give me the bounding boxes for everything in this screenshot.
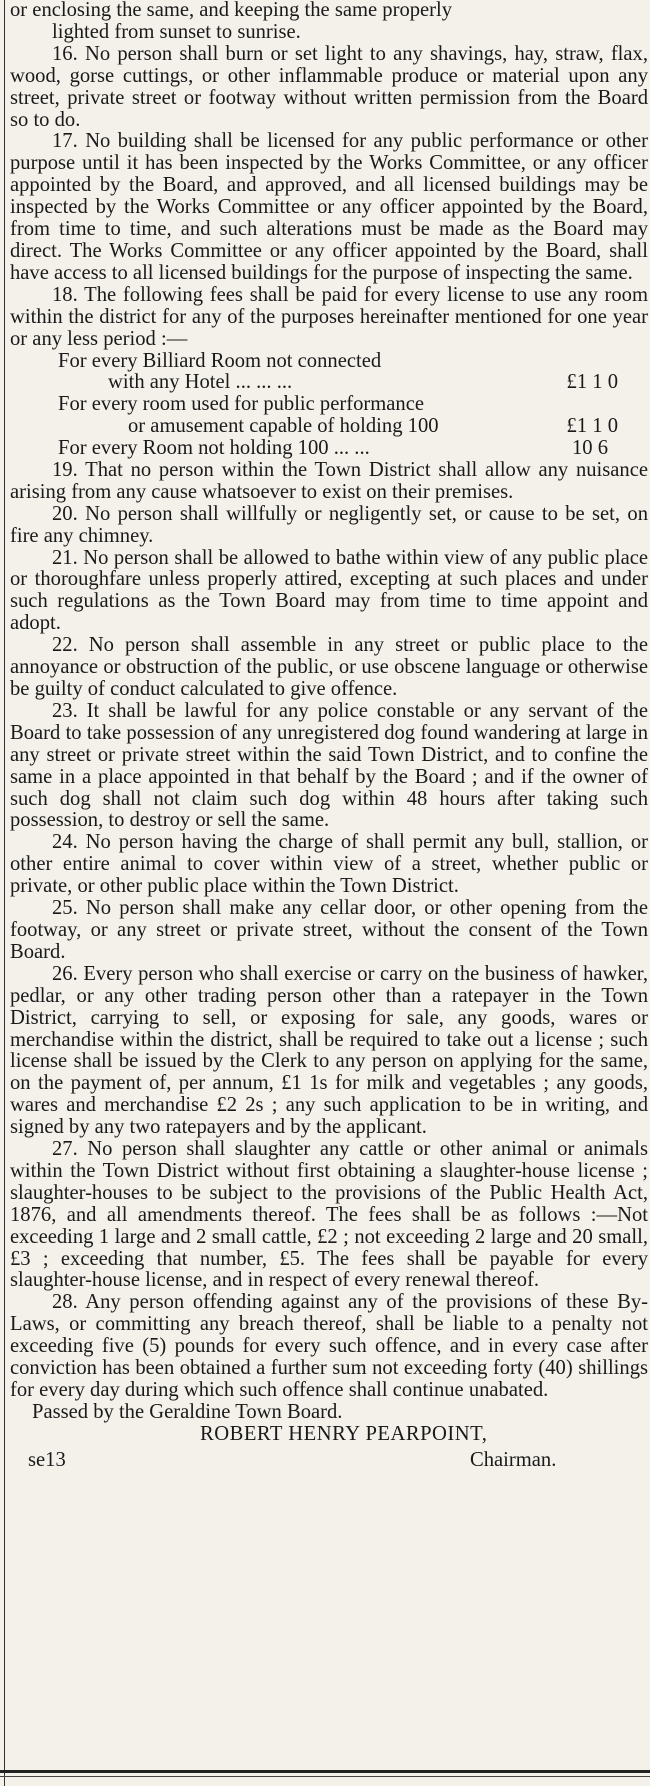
- passed-by-line: Passed by the Geraldine Town Board.: [32, 1400, 343, 1423]
- clause-22: 22. No person shall assemble in any street or public place to the annoyance or obstruction of the public, or use obscene language or otherwise be guilty of conduct calculated to give offence.: [10, 634, 648, 701]
- clause-28: 28. Any person offending against any of the provisions of these By-Laws, or committing any breach thereof, shall be liable to a penalty not exceeding five (5) pounds for every such offence, and in every case after conviction has been obtained a further sum not exceeding forty (40) shillings for every day during which such offence shall continue unabated.: [10, 1291, 648, 1402]
- clause-17: 17. No building shall be licensed for any public performance or other purpose until it has been inspected by the Works Committee, or any officer appointed by the Board, and approved, and all licensed buildings may be inspected by the Works Committee or any officer appointed by the Board, from time to time, and such alterations must be made as the Board may direct. The Works Committee or any officer appointed by the Board, shall have access to all licensed buildings for the purpose of inspecting the same.: [10, 130, 648, 284]
- fee-room-amount: 10 6: [571, 437, 608, 460]
- clause-23: 23. It shall be lawful for any police constable or any servant of the Board to take possession of any unregistered dog found wandering at large in any street or private street within the said Town District, and to confine the same in a place appointed in that behalf by the Board ; and if the owner of such dog shall not claim such dog within 48 hours after taking such possession, to destroy or sell the same.: [10, 699, 648, 832]
- clause-24: 24. No person having the charge of shall permit any bull, stallion, or other entire animal to cover within view of a street, whether public or private, or other public place within the Town District.: [10, 831, 648, 898]
- fee-performance-text-2: or amusement capable of holding 100: [128, 415, 439, 438]
- continued-line-1: or enclosing the same, and keeping the same properly: [10, 0, 453, 21]
- signature-row: [10, 1446, 648, 1472]
- clause-16: 16. No person shall burn or set light to any shavings, hay, straw, flax, wood, gorse cuttings, or other inflammable produce or material upon any street, private street or footway without written permission from the Board so to do.: [10, 42, 648, 131]
- fee-room-text: For every Room not holding 100 ... ...: [58, 437, 370, 460]
- issue-code: se13: [28, 1448, 66, 1471]
- fee-table: [10, 351, 648, 460]
- clause-27: 27. No person shall slaughter any cattle or other animal or animals within the Town District without first obtaining a slaughter-house license ; slaughter-houses to be subject to the provisions of the Public Health Act, 1876, and all amendments thereof. The fees shall be as follows :—Not exceeding 1 large and 2 small cattle, £2 ; not exceeding 2 large and 20 small, £3 ; exceeding that number, £5. The fees shall be payable for every slaughter-house license, and in respect of every renewal thereof.: [10, 1138, 648, 1292]
- fee-billiard-text-1: For every Billiard Room not connected: [58, 349, 382, 372]
- clause-21: 21. No person shall be allowed to bathe within view of any public place or thoroughfare unless properly attired, excepting at such places and under such regulations as the Town Board may from time to time appoint and adopt.: [10, 546, 648, 635]
- clause-19: 19. That no person within the Town District shall allow any nuisance arising from any cause whatsoever to exist on their premises.: [10, 458, 648, 503]
- clause-26: 26. Every person who shall exercise or carry on the business of hawker, pedlar, or any other trading person other than a ratepayer in the Town District, carrying to sell, or exposing for sale, any goods, wares or merchandise within the district, shall be required to take out a license ; such license shall be issued by the Clerk to any person on applying for the same, on the payment of, per annum, £1 1s for milk and vegetables ; any goods, wares and merchandise £2 2s ; any such application to be in writing, and signed by any two ratepayers and by the applicant.: [10, 962, 648, 1139]
- fee-billiard-line-1: [10, 351, 648, 373]
- signatory-title: Chairman.: [470, 1448, 557, 1471]
- bylaws-column: [10, 0, 648, 1472]
- continued-line-2: lighted from sunset to sunrise.: [52, 20, 301, 43]
- bottom-rule: [0, 1770, 650, 1773]
- fee-room-line: [10, 438, 648, 460]
- signatory-name: ROBERT HENRY PEARPOINT,: [200, 1422, 488, 1445]
- fee-performance-line-1: [10, 394, 648, 416]
- fee-performance-line-2: [10, 416, 648, 438]
- fee-billiard-line-2: [10, 372, 648, 394]
- clause-25: 25. No person shall make any cellar door, or other opening from the footway, or any street or private street, without the consent of the Town Board.: [10, 897, 648, 963]
- fee-performance-amount: £1 1 0: [566, 415, 618, 438]
- clause-18: 18. The following fees shall be paid for every license to use any room within the district for any of the purposes hereinafter mentioned for one year or any less period :—: [10, 283, 648, 350]
- fee-billiard-amount: £1 1 0: [566, 371, 618, 394]
- bottom-rule-thin: [0, 1776, 650, 1777]
- fee-performance-text-1: For every room used for public performance: [58, 393, 424, 416]
- fee-billiard-text-2: with any Hotel ... ... ...: [108, 371, 293, 394]
- column-rule: [4, 0, 5, 1786]
- clause-20: 20. No person shall willfully or negligently set, or cause to be set, on fire any chimney.: [10, 502, 648, 547]
